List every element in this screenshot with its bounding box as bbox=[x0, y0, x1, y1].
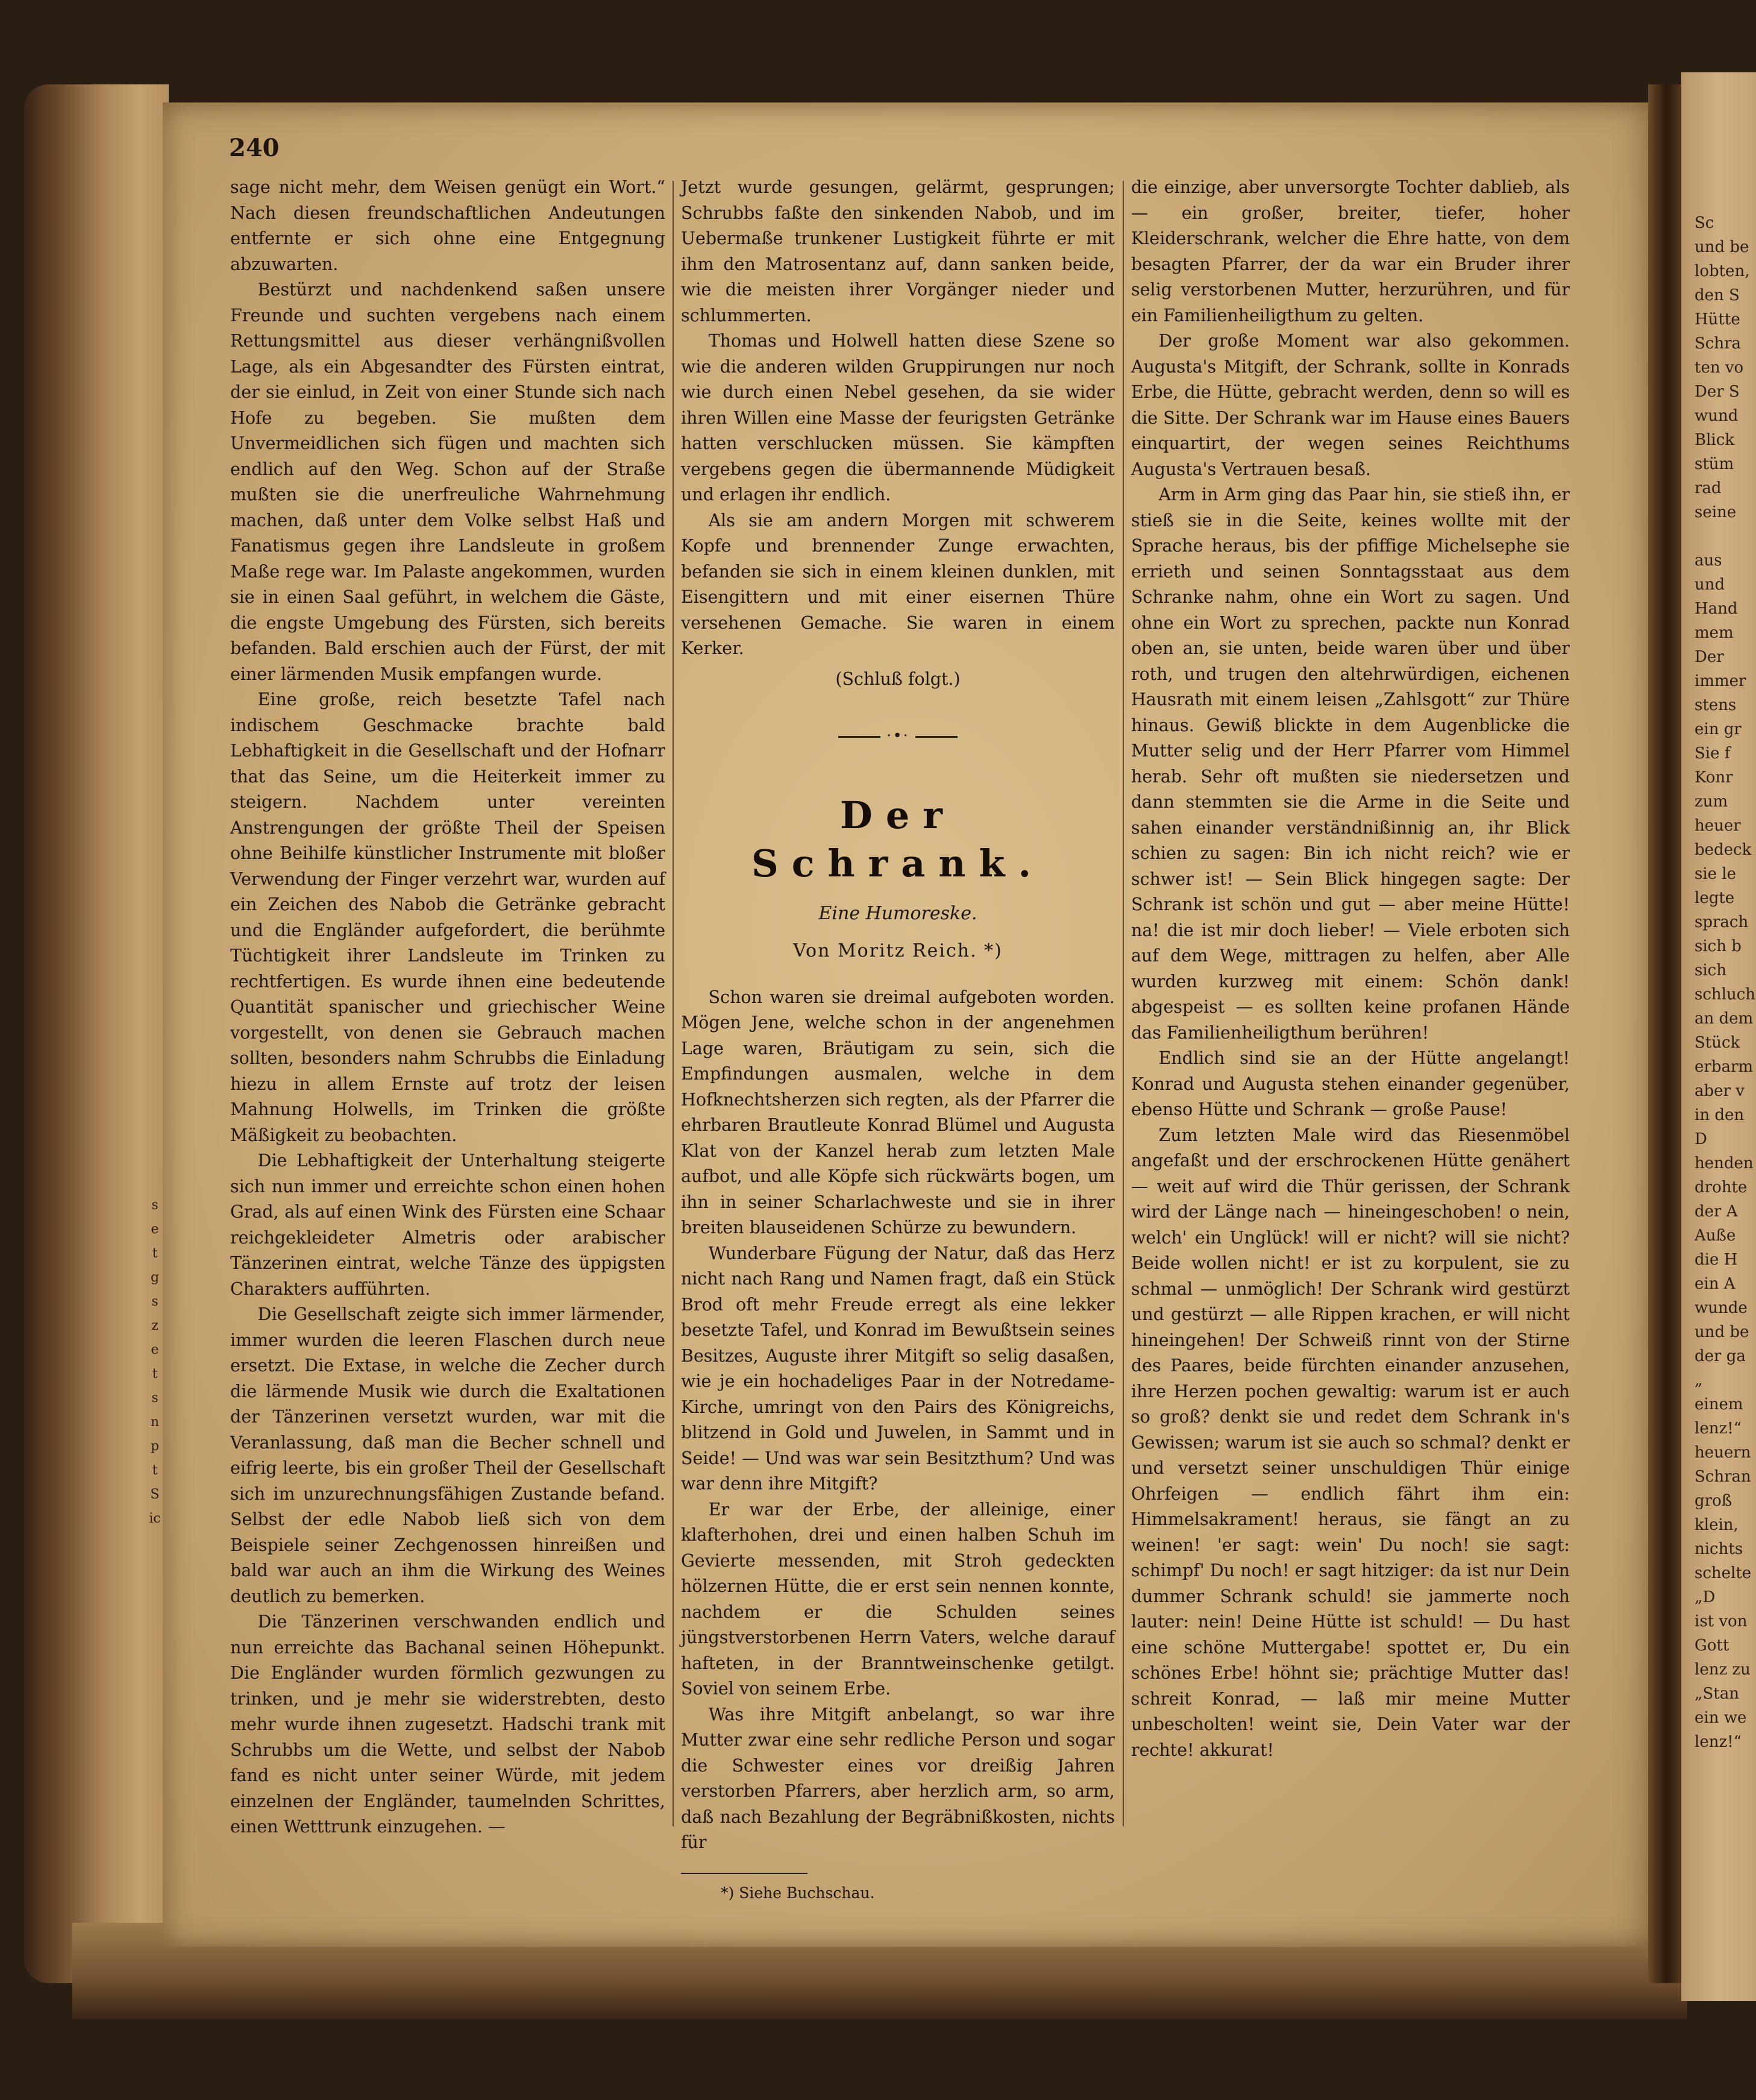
next-page-line: ein gr bbox=[1695, 720, 1742, 738]
margin-letter: s bbox=[151, 1294, 158, 1309]
column-2 bbox=[681, 175, 1115, 1904]
book-gutter bbox=[1648, 84, 1684, 1983]
paragraph: Die Gesellschaft zeigte sich immer lärmender, immer wurden die leeren Flaschen durch neue ersetzt. Die Extase, in welche die Zecher durch die lärmende Musik wie durch die Exaltationen der Tänzerinen versetzt wurden, war mit die Veranlassung, daß man die Becher schnell und eifrig leerte, bis ein großer Theil der Gesellschaft sich im unzurechnungsfähigen Zustande befand. Selbst der edle Nabob ließ sich von dem Beispiele seiner Zechgenossen hinreißen und bald war auch an ihm die Wirkung des Weines deutlich zu bemerken. bbox=[230, 1304, 665, 1606]
next-page-line: und bbox=[1695, 576, 1725, 594]
paragraph: Zum letzten Male wird das Riesenmöbel angefaßt und der erschrockenen Hütte genähert — weit auf wird die Thür gerissen, der Schrank wird der Länge nach — hineingeschoben! o nein, welch' ein Unglück! will er nicht? will sie nicht? Beide wollen nicht! er ist zu korpulent, sie zu schmal — unmöglich! Der Schrank wird gestürzt und gestürzt — alle Rippen krachen, er will nicht hineingehen! Der Schweiß rinnt von der Stirne des Paares, beide fürchten einander anzusehen, ihre Herzen pochen gewaltig: warum ist er auch so groß? denkt sie und redet dem Schrank in's Gewissen; warum ist sie auch so schmal? denkt er und versetzt seiner unschuldigen Thür einige Ohrfeigen — endlich fährt ihm ein: Himmelsakrament! heraus, sie fängt an zu weinen! 'er sagt: wein' Du noch! sie sagt: schimpf' Du noch! er sagt hitziger: da ist nur Dein dummer Schrank schuld! sie jammerte noch lauter: nein! Deine Hütte ist schuld! — Du hast eine schöne Muttergabe! spottet er, Du ein schönes Erbe! höhnt sie; prächtige Mutter das! schreit Konrad, — laß mir meine Mutter unbescholten! weint sie, Dein Vater war der rechte! akkurat! bbox=[1131, 1125, 1570, 1760]
margin-letter: e bbox=[151, 1342, 159, 1357]
next-page-line: an dem bbox=[1695, 1010, 1754, 1028]
book-page-edges bbox=[24, 84, 169, 1983]
next-page-line: Auße bbox=[1695, 1227, 1736, 1245]
margin-letter: e bbox=[151, 1222, 159, 1237]
next-page-line: Stück bbox=[1695, 1034, 1740, 1052]
next-page-line: lenz!“ bbox=[1695, 1733, 1742, 1751]
next-page-line: lenz zu bbox=[1695, 1661, 1751, 1679]
next-page-line: „D bbox=[1695, 1588, 1716, 1606]
next-page-line: stens bbox=[1695, 696, 1737, 714]
next-page-line: die H bbox=[1695, 1251, 1738, 1269]
next-page-line: Blick bbox=[1695, 431, 1735, 449]
paragraph: Schon waren sie dreimal aufgeboten worden. Mögen Jene, welche schon in der angenehmen Lage waren, Bräutigam zu sein, sich die Empfindungen ausmalen, welche in dem Hofknechtsherzen sich regten, als der Pfarrer die ehrbaren Brautleute Konrad Blümel und Augusta Klat von der Kanzel herab zum letzten Male aufbot, und alle Köpfe sich rückwärts bogen, um ihn in seiner Scharlachweste und sie in ihrer breiten blauseidenen Schürze zu bewundern. bbox=[681, 987, 1115, 1237]
story-text bbox=[681, 985, 1115, 1856]
footnote: *) Siehe Buchschau. bbox=[721, 1884, 875, 1902]
next-page-line: „ bbox=[1695, 1371, 1703, 1389]
next-page-line bbox=[1681, 524, 1756, 549]
paragraph: Eine große, reich besetzte Tafel nach indischem Geschmacke brachte bald Lebhaftigkeit in die Gesellschaft und der Hofnarr that das Seine, um die Heiterkeit immer zu steigern. Nachdem unter vereinten Anstrengungen der größte Theil der Speisen ohne Beihilfe künstlicher Instrumente mit bloßer Verwendung der Finger verzehrt war, wurden auf ein Zeichen des Nabob die Getränke gebracht und die Engländer aufgefordert, die berühmte Tüchtigkeit ihrer Landsleute im Trinken zu rechtfertigen. Es wurde ihnen eine bedeutende Quantität spanischer und griechischer Weine vorgestellt, von denen sie Gebrauch machen sollten, besonders nahm Schrubbs die Einladung hiezu in allem Ernste auf trotz der leisen Mahnung Holwells, im Trinken die größte Mäßigkeit zu beobachten. bbox=[230, 690, 665, 1145]
previous-page-fragments bbox=[140, 1193, 170, 1531]
next-page-line: ten vo bbox=[1695, 359, 1744, 377]
next-page-line: lenz!“ bbox=[1695, 1419, 1742, 1438]
next-page-line: den S bbox=[1695, 286, 1740, 304]
next-page-line: und be bbox=[1695, 238, 1749, 256]
column-1 bbox=[230, 175, 665, 1840]
next-page-line: Konr bbox=[1695, 769, 1733, 787]
next-page-line: D bbox=[1695, 1130, 1707, 1148]
paragraph: Jetzt wurde gesungen, gelärmt, gesprungen; Schrubbs faßte den sinkenden Nabob, und im Uebermaße trunkener Lustigkeit führte er mit ihm den Matrosentanz auf, dann sanken beide, wie die meisten ihrer Vorgänger nieder und schlummerten. bbox=[681, 177, 1115, 325]
paragraph: Arm in Arm ging das Paar hin, sie stieß ihn, er stieß sie in die Seite, keines wollte mit der Sprache heraus, bis der pfiffige Michelsephe sie errieth und seinen Sonntagsstaat aus dem Schranke nahm, ohne ein Wort zu sagen. Und ohne ein Wort zu sprechen, packte nun Konrad oben an, sie unten, beide waren über und über roth, und trugen den altehrwürdigen, eichenen Hausrath mit einem leisen „Zahlsgott“ zur Thüre hinaus. Gewiß blickte in dem Augenblicke die Mutter selig und der Herr Pfarrer vom Himmel herab. Sehr oft mußten sie niedersetzen und dann stemmten sie die Arme in die Seite und sahen einander verständnißinnig an, ihr Blick schien zu sagen: Bin ich nicht reich? wie er schwer ist! — Sein Blick hingegen sagte: Der Schrank ist schön und gut — aber meine Hütte! na! die ist mir doch lieber! — Viele erboten sich auf dem Wege, mittragen zu helfen, aber Alle wurden kurzweg mit einem: Schön dank! abgespeist — es sollten keine profanen Hände das Familienheiligthum berühren! bbox=[1131, 485, 1570, 1043]
margin-letter: z bbox=[151, 1318, 158, 1333]
next-page-line: heuer bbox=[1695, 817, 1741, 835]
paragraph: Er war der Erbe, der alleinige, einer klafterhohen, drei und einen halben Schuh im Gevierte messenden, mit Stroh gedeckten hölzernen Hütte, die er erst sein nennen konnte, nachdem er die Schulden seines jüngstverstorbenen Herrn Vaters, welche darauf hafteten, in der Branntweinschenke getilgt. Soviel von seinem Erbe. bbox=[681, 1499, 1115, 1699]
next-page-line: der A bbox=[1695, 1202, 1738, 1221]
next-page-line: wunde bbox=[1695, 1299, 1748, 1317]
next-page-line: der ga bbox=[1695, 1347, 1746, 1365]
next-page-line: Schran bbox=[1695, 1468, 1751, 1486]
next-page-line: und be bbox=[1695, 1323, 1749, 1341]
story-subtitle: Eine Humoreske. bbox=[818, 902, 977, 924]
paragraph: die einzige, aber unversorgte Tochter dablieb, als — ein großer, breiter, tiefer, hoher Kleiderschrank, welcher die Ehre hatte, von dem besagten Pfarrer, der da war ein Bruder ihrer selig verstorbenen Mutter, herzurühren, und für ein Familienheiligthum zu gelten. bbox=[1131, 177, 1570, 325]
next-page-line: ist von bbox=[1695, 1612, 1748, 1630]
next-page-line: nichts bbox=[1695, 1540, 1743, 1558]
page-number: 240 bbox=[229, 134, 280, 162]
next-page-line: Gott bbox=[1695, 1636, 1729, 1655]
column-2-serial-ending bbox=[681, 175, 1115, 662]
next-page-fragment bbox=[1681, 72, 1756, 2001]
next-page-line: immer bbox=[1695, 672, 1746, 690]
paragraph: Endlich sind sie an der Hütte angelangt! Konrad und Augusta stehen einander gegenüber, ebenso Hütte und Schrank — große Pause! bbox=[1131, 1048, 1570, 1119]
next-page-line: klein, bbox=[1695, 1516, 1739, 1534]
next-page-line: aber v bbox=[1695, 1082, 1745, 1100]
paragraph: Als sie am andern Morgen mit schwerem Kopfe und brennender Zunge erwachten, befanden sie sich in einem kleinen dunklen, mit Eisengittern und mit einer eisernen Thüre versehenen Gemache. Sie waren in einem Kerker. bbox=[681, 510, 1115, 658]
paragraph: Wunderbare Fügung der Natur, daß das Herz nicht nach Rang und Namen fragt, daß ein Stück Brod oft mehr Freude erregt als eine lekker besetzte Tafel, und Konrad im Bewußtsein seines Besitzes, Auguste ihrer Mitgift so selig dasaßen, wie je ein hochadeliges Paar in der Notredame-Kirche, umringt von den Pairs des Königreichs, blitzend in Gold und Juwelen, in Sammt und in Seide! — Und was war sein Besitzthum? Und was war denn ihre Mitgift? bbox=[681, 1243, 1115, 1494]
margin-letter: s bbox=[151, 1391, 158, 1406]
margin-letter: g bbox=[150, 1270, 160, 1285]
next-page-line: sie le bbox=[1695, 865, 1737, 883]
paragraph: sage nicht mehr, dem Weisen genügt ein Wort.“ Nach diesen freundschaftlichen Andeutungen entfernte er sich ohne eine Entgegnung abzuwarten. bbox=[230, 177, 665, 274]
paragraph: Die Tänzerinen verschwanden endlich und nun erreichte das Bachanal seinen Höhepunkt. Die Engländer wurden förmlich gezwungen zu trinken, und je mehr sie widerstrebten, desto mehr wurde ihnen zugesetzt. Hadschi trank mit Schrubbs um die Wette, und selbst der Nabob fand es nicht unter seiner Würde, mit jedem einzelnen der Engländer, taumelnden Schrittes, einen Wetttrunk einzugehen. — bbox=[230, 1612, 665, 1837]
column-3 bbox=[1131, 175, 1570, 1763]
next-page-line: seine bbox=[1695, 503, 1737, 521]
next-page-line: drohte bbox=[1695, 1178, 1748, 1196]
next-page-line: Der bbox=[1695, 648, 1724, 666]
next-page-line: ein A bbox=[1695, 1275, 1736, 1293]
next-page-line: henden bbox=[1695, 1154, 1754, 1172]
next-page-line: Schra bbox=[1695, 335, 1742, 353]
next-page-line: „Stan bbox=[1695, 1685, 1739, 1703]
next-page-line: schelte bbox=[1695, 1564, 1752, 1582]
next-page-line: mem bbox=[1695, 624, 1734, 642]
next-page-line: stüm bbox=[1695, 455, 1734, 473]
next-page-line: Hütte bbox=[1695, 310, 1740, 329]
paragraph: Der große Moment war also gekommen. Augusta's Mitgift, der Schrank, sollte in Konrads Erbe, die Hütte, gebracht werden, denn so will es die Sitte. Der Schrank war im Hause eines Bauers einquartirt, der wegen seines Reichthums Augusta's Vertrauen besaß. bbox=[1131, 331, 1570, 479]
next-page-line: sprach bbox=[1695, 913, 1749, 931]
paragraph: Bestürzt und nachdenkend saßen unsere Freunde und suchten vergebens nach einem Rettungsmittel aus dieser verhängnißvollen Lage, als ein Abgesandter des Fürsten eintrat, der sie einlud, in Zeit von einer Stunde sich nach Hofe zu begeben. Sie mußten dem Unvermeidlichen sich fügen und machten sich endlich auf den Weg. Schon auf der Straße mußten sie die unerfreuliche Wahrnehmung machen, daß unter dem Volke selbst Haß und Fanatismus gegen ihre Landsleute in großem Maße rege war. Im Palaste angekommen, wurden sie in einen Saal geführt, in welchem die Gäste, die engste Umgebung des Fürsten, sich bereits befanden. Bald erschien auch der Fürst, der mit einer lärmenden Musik empfangen wurde. bbox=[230, 280, 665, 684]
next-page-line: heuern bbox=[1695, 1444, 1751, 1462]
margin-letter: s bbox=[151, 1198, 158, 1213]
next-page-line: Sc bbox=[1695, 214, 1714, 232]
next-page-line: rad bbox=[1695, 479, 1722, 497]
paragraph: Die Lebhaftigkeit der Unterhaltung steigerte sich nun immer und erreichte schon einen hohen Grad, als auf einen Wink des Fürsten eine Schaar reichgekleideter Almetris oder arabischer Tänzerinen eintrat, welche Tänze des üppigsten Charakters aufführten. bbox=[230, 1151, 665, 1299]
next-page-line: zum bbox=[1695, 793, 1728, 811]
next-page-line: sich b bbox=[1695, 937, 1742, 955]
next-page-line: legte bbox=[1695, 889, 1735, 907]
margin-letter: ic bbox=[149, 1511, 161, 1526]
margin-letter: t bbox=[152, 1246, 158, 1261]
next-page-line: schluch bbox=[1695, 986, 1756, 1004]
margin-letter: p bbox=[150, 1439, 160, 1454]
margin-letter: n bbox=[150, 1415, 160, 1430]
continuation-note: (Schluß folgt.) bbox=[835, 668, 961, 689]
story-title: Der Schrank. bbox=[751, 793, 1045, 885]
next-page-line: bedeck bbox=[1695, 841, 1752, 859]
paragraph: Was ihre Mitgift anbelangt, so war ihre Mutter zwar eine sehr redliche Person und sogar die Schwester eines vor dreißig Jahren verstorben Pfarrers, aber herzlich arm, so arm, daß nach Bezahlung der Begräbnißkosten, nichts für bbox=[681, 1704, 1115, 1852]
next-page-line: Der S bbox=[1695, 383, 1740, 401]
next-page-line: Hand bbox=[1695, 600, 1738, 618]
next-page-line: einem bbox=[1695, 1395, 1743, 1413]
next-page-line: lobten, bbox=[1695, 262, 1750, 280]
column-divider bbox=[1123, 181, 1124, 1826]
margin-letter: t bbox=[152, 1463, 158, 1478]
next-page-line: Sie f bbox=[1695, 744, 1731, 762]
next-page-line: in den bbox=[1695, 1106, 1745, 1124]
next-page-line: ein we bbox=[1695, 1709, 1747, 1727]
next-page-line: wund bbox=[1695, 407, 1739, 425]
next-page-line: aus bbox=[1695, 552, 1722, 570]
story-author: Von Moritz Reich. *) bbox=[793, 940, 1003, 961]
margin-letter: t bbox=[152, 1366, 158, 1382]
margin-letter: S bbox=[150, 1487, 160, 1502]
column-divider bbox=[673, 181, 674, 1826]
footnote-rule bbox=[681, 1873, 807, 1874]
next-page-line: groß bbox=[1695, 1492, 1732, 1510]
next-page-line: erbarm bbox=[1695, 1058, 1754, 1076]
section-ornament: ·•· bbox=[681, 723, 1115, 749]
next-page-line: sich bbox=[1695, 961, 1726, 979]
paragraph: Thomas und Holwell hatten diese Szene so wie die anderen wilden Gruppirungen nur noch wie durch einen Nebel gesehen, da sie wider ihren Willen eine Masse der feurigsten Getränke hatten verschlucken müssen. Sie kämpften vergebens gegen die übermannende Müdigkeit und erlagen ihr endlich. bbox=[681, 331, 1115, 505]
